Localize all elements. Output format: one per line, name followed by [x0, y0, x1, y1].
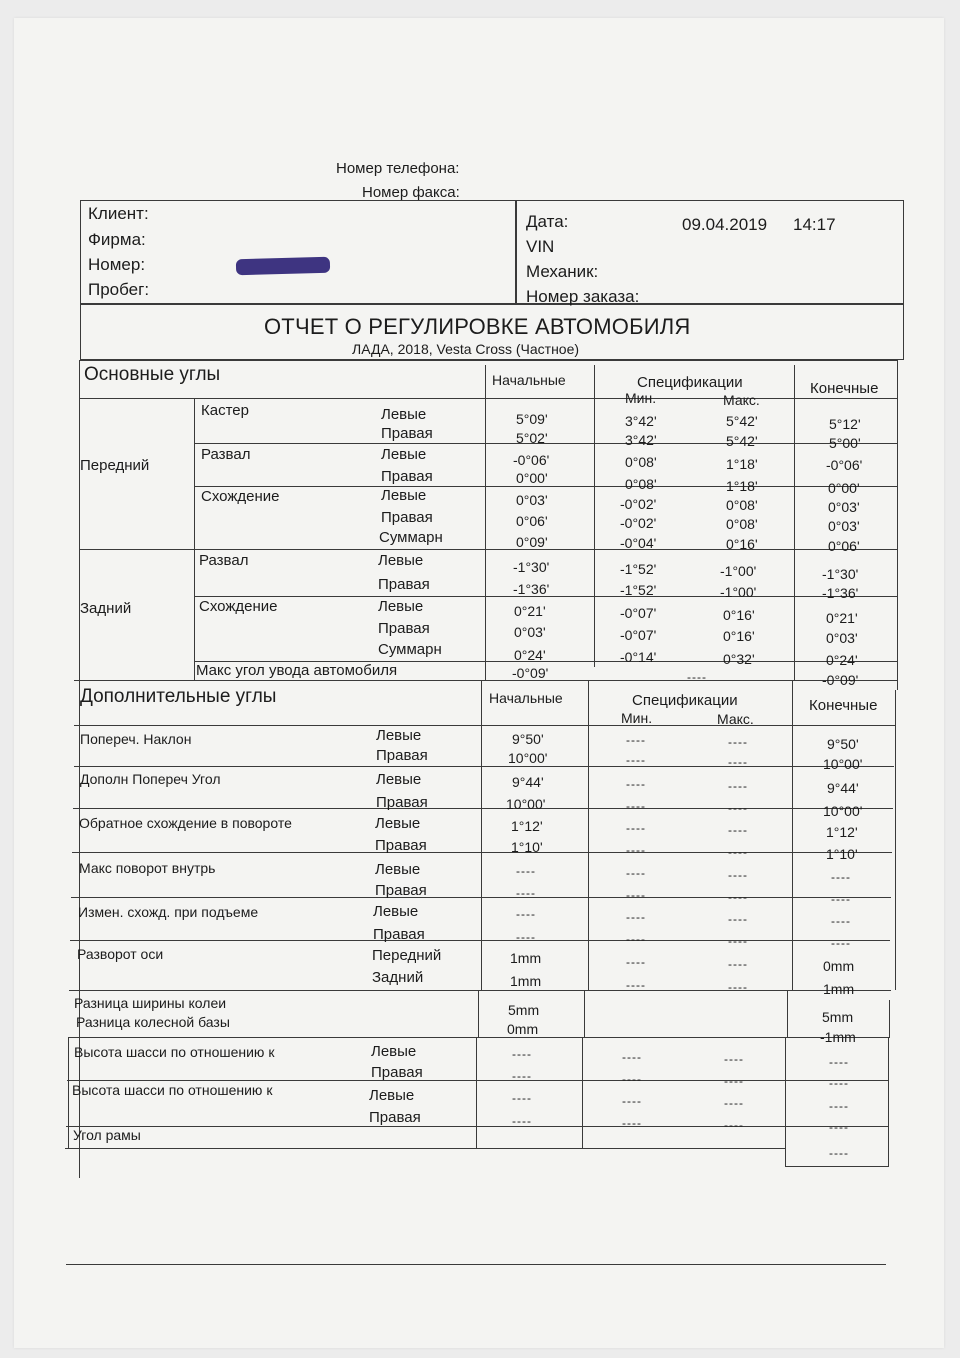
wheelbase-diff-label: Разница колесной базы [76, 1014, 230, 1030]
max-turn-initial-left: ---- [516, 864, 536, 878]
camber-front-final-right: 0°00' [828, 480, 860, 496]
wheelbase-diff-final: -1mm [820, 1029, 856, 1045]
included-final-left: 9°44' [827, 780, 859, 796]
setback-max-rear: ---- [728, 980, 748, 994]
col-initial-2: Начальные [489, 690, 563, 706]
ride-height-2-initial-left: ---- [512, 1091, 532, 1105]
col-spec-2: Спецификации [632, 692, 738, 709]
caster-min-right: 3°42' [625, 432, 657, 448]
ride-height-1-left: Левые [371, 1043, 417, 1060]
camber-front-initial-left: -0°06' [513, 452, 550, 468]
toe-out-max-left: ---- [728, 823, 748, 837]
wheelbase-diff-initial: 0mm [507, 1021, 539, 1037]
camber-rear-min-right: -1°52' [620, 582, 657, 598]
ride-height-2-min-left: ---- [622, 1094, 642, 1108]
mileage-label: Пробег: [88, 280, 150, 299]
toe-front-final-left: 0°03' [828, 499, 860, 515]
camber-rear-final-right: -1°36' [822, 585, 859, 601]
sai-min-left: ---- [626, 733, 646, 747]
ride-height-1-min-right: ---- [622, 1072, 642, 1086]
caster-initial-left: 5°09' [516, 411, 548, 427]
included-right: Правая [376, 794, 428, 811]
front-label: Передний [80, 457, 150, 474]
toe-front-total: Суммарн [379, 529, 443, 546]
toe-out-min-left: ---- [626, 821, 646, 835]
caster-left: Левые [381, 406, 427, 423]
camber-rear-left: Левые [378, 552, 424, 569]
toe-front-min-left: -0°02' [620, 496, 657, 512]
included-left: Левые [376, 771, 422, 788]
toe-lift-max-right: ---- [728, 934, 748, 948]
toe-front-initial-right: 0°06' [516, 513, 548, 529]
camber-rear-right: Правая [378, 576, 430, 593]
camber-front-label: Развал [201, 446, 251, 463]
toe-rear-initial-total: 0°24' [514, 647, 546, 663]
toe-front-max-total: 0°16' [726, 536, 758, 552]
toe-rear-final-left: 0°21' [826, 610, 858, 626]
caster-label: Кастер [201, 402, 249, 419]
number-label: Номер: [88, 255, 146, 274]
ride-height-2-min-right: ---- [622, 1116, 642, 1130]
col-max: Макс. [723, 392, 760, 408]
toe-front-left: Левые [381, 487, 427, 504]
order-label: Номер заказа: [526, 287, 640, 306]
toe-rear-left: Левые [378, 598, 424, 615]
sai-max-right: ---- [728, 755, 748, 769]
ride-height-2-left: Левые [369, 1087, 415, 1104]
toe-rear-max-total: 0°32' [723, 651, 755, 667]
toe-out-max-right: ---- [728, 845, 748, 859]
ride-height-1-initial-left: ---- [512, 1047, 532, 1061]
toe-rear-label: Схождение [199, 598, 278, 615]
table-right-border [897, 360, 898, 690]
camber-front-initial-right: 0°00' [516, 470, 548, 486]
setback-min-rear: ---- [626, 978, 646, 992]
max-turn-final-left: ---- [831, 870, 851, 884]
camber-rear-min-left: -1°52' [620, 561, 657, 577]
toe-front-min-right: -0°02' [620, 515, 657, 531]
toe-lift-initial-left: ---- [516, 907, 536, 921]
sai-initial-right: 10°00' [508, 750, 548, 766]
sai-label: Попереч. Наклон [80, 731, 192, 747]
track-diff-final: 5mm [822, 1009, 854, 1025]
toe-lift-right: Правая [373, 926, 425, 943]
ride-height-2-label: Высота шасси по отношению к [72, 1082, 273, 1098]
toe-out-final-left: 1°12' [826, 824, 858, 840]
camber-front-min-right: 0°08' [625, 476, 657, 492]
col-max-2: Макс. [717, 711, 754, 727]
ride-height-2-max-right: ---- [724, 1118, 744, 1132]
date-label: Дата: [526, 212, 569, 231]
toe-lift-label: Измен. схожд. при подъеме [78, 904, 259, 920]
toe-out-initial-right: 1°10' [511, 839, 543, 855]
redaction-mark [236, 257, 330, 275]
toe-rear-max-left: 0°16' [723, 607, 755, 623]
thrust-label: Макс угол увода автомобиля [196, 662, 398, 679]
included-initial-left: 9°44' [512, 774, 544, 790]
frame-angle-label: Угол рамы [73, 1127, 141, 1143]
toe-lift-left: Левые [373, 903, 419, 920]
toe-front-final-right: 0°03' [828, 518, 860, 534]
toe-rear-min-left: -0°07' [620, 605, 657, 621]
included-min-right: ---- [626, 799, 646, 813]
max-turn-label: Макс поворот внутрь [79, 860, 216, 876]
caster-min-left: 3°42' [625, 413, 657, 429]
toe-front-label: Схождение [201, 488, 280, 505]
ride-height-2-max-left: ---- [724, 1096, 744, 1110]
toe-out-final-right: 1°10' [826, 846, 858, 862]
toe-lift-final-left: ---- [831, 914, 851, 928]
camber-front-right: Правая [381, 468, 433, 485]
toe-lift-min-right: ---- [626, 932, 646, 946]
frame-angle-final: ---- [829, 1146, 849, 1160]
camber-rear-final-left: -1°30' [822, 566, 859, 582]
max-turn-right: Правая [375, 882, 427, 899]
setback-max-front: ---- [728, 957, 748, 971]
included-label: Дополн Попереч Угол [80, 771, 221, 787]
mechanic-label: Механик: [526, 262, 599, 281]
ride-height-1-label: Высота шасси по отношению к [74, 1044, 275, 1060]
caster-initial-right: 5°02' [516, 430, 548, 446]
toe-rear-right: Правая [378, 620, 430, 637]
toe-rear-final-right: 0°03' [826, 630, 858, 646]
ride-height-1-initial-right: ---- [512, 1069, 532, 1083]
toe-front-final-total: 0°06' [828, 538, 860, 554]
col-final: Конечные [810, 380, 879, 397]
caster-max-left: 5°42' [726, 413, 758, 429]
track-diff-label: Разница ширины колеи [74, 995, 227, 1011]
ride-height-1-max-left: ---- [724, 1052, 744, 1066]
time-value: 14:17 [793, 215, 836, 234]
phone-label: Номер телефона: [336, 160, 460, 177]
col-spec: Спецификации [637, 374, 743, 391]
max-turn-max-left: ---- [728, 868, 748, 882]
toe-lift-min-left: ---- [626, 910, 646, 924]
toe-front-initial-total: 0°09' [516, 534, 548, 550]
toe-lift-initial-right: ---- [516, 930, 536, 944]
camber-front-max-right: 1°18' [726, 478, 758, 494]
report-title: ОТЧЕТ О РЕГУЛИРОВКЕ АВТОМОБИЛЯ [264, 314, 691, 339]
camber-rear-initial-left: -1°30' [513, 559, 550, 575]
col-final-2: Конечные [809, 697, 878, 714]
sai-initial-left: 9°50' [512, 731, 544, 747]
toe-rear-total: Суммарн [378, 641, 442, 658]
toe-out-min-right: ---- [626, 843, 646, 857]
toe-rear-min-total: -0°14' [620, 649, 657, 665]
setback-min-front: ---- [626, 955, 646, 969]
camber-front-min-left: 0°08' [625, 454, 657, 470]
toe-front-initial-left: 0°03' [516, 492, 548, 508]
max-turn-initial-right: ---- [516, 886, 536, 900]
toe-out-label: Обратное схождение в повороте [79, 815, 292, 831]
sai-final-left: 9°50' [827, 736, 859, 752]
setback-initial-rear: 1mm [510, 973, 542, 989]
setback-rear: Задний [372, 969, 424, 986]
toe-out-initial-left: 1°12' [511, 818, 543, 834]
sai-min-right: ---- [626, 753, 646, 767]
col-initial: Начальные [492, 372, 566, 388]
camber-rear-max-right: -1°00' [720, 584, 757, 600]
fax-label: Номер факса: [362, 184, 460, 201]
camber-rear-initial-right: -1°36' [513, 581, 550, 597]
camber-rear-label: Развал [199, 552, 249, 569]
toe-rear-max-right: 0°16' [723, 628, 755, 644]
client-label: Клиент: [88, 204, 149, 223]
rear-label: Задний [80, 600, 132, 617]
thrust-spec: ---- [687, 670, 707, 684]
toe-rear-initial-left: 0°21' [514, 603, 546, 619]
toe-rear-initial-right: 0°03' [514, 624, 546, 640]
toe-out-left: Левые [375, 815, 421, 832]
toe-rear-min-right: -0°07' [620, 627, 657, 643]
setback-final-front: 0mm [823, 958, 855, 974]
ride-height-2-final-right: ---- [829, 1120, 849, 1134]
max-turn-max-right: ---- [728, 890, 748, 904]
camber-front-final-left: -0°06' [826, 457, 863, 473]
additional-angles-heading: Дополнительные углы [80, 686, 277, 707]
main-angles-heading: Основные углы [84, 364, 221, 385]
vehicle-info: ЛАДА, 2018, Vesta Cross (Частное) [352, 341, 580, 357]
caster-max-right: 5°42' [726, 433, 758, 449]
ride-height-1-min-left: ---- [622, 1050, 642, 1064]
toe-lift-max-left: ---- [728, 912, 748, 926]
setback-initial-front: 1mm [510, 950, 542, 966]
signature-line [66, 1264, 886, 1265]
ride-height-2-initial-right: ---- [512, 1114, 532, 1128]
included-max-right: ---- [728, 801, 748, 815]
caster-final-right: 5°00' [829, 435, 861, 451]
track-diff-initial: 5mm [508, 1002, 540, 1018]
col-min-2: Мин. [621, 710, 653, 726]
camber-front-max-left: 1°18' [726, 456, 758, 472]
max-turn-left: Левые [375, 861, 421, 878]
thrust-initial: -0°09' [512, 665, 549, 681]
toe-rear-final-total: 0°24' [826, 652, 858, 668]
max-turn-min-right: ---- [626, 888, 646, 902]
ride-height-1-final-left: ---- [829, 1055, 849, 1069]
toe-front-right: Правая [381, 509, 433, 526]
ride-height-1-right: Правая [371, 1064, 423, 1081]
toe-out-right: Правая [375, 837, 427, 854]
included-initial-right: 10°00' [506, 796, 546, 812]
caster-final-left: 5°12' [829, 416, 861, 432]
setback-front: Передний [372, 947, 442, 964]
vin-label: VIN [526, 237, 555, 256]
ride-height-2-final-left: ---- [829, 1099, 849, 1113]
sai-max-left: ---- [728, 735, 748, 749]
camber-rear-max-left: -1°00' [720, 563, 757, 579]
firm-label: Фирма: [88, 230, 146, 249]
included-max-left: ---- [728, 779, 748, 793]
setback-label: Разворот оси [77, 946, 164, 962]
included-min-left: ---- [626, 777, 646, 791]
ride-height-2-right: Правая [369, 1109, 421, 1126]
ride-height-1-max-right: ---- [724, 1074, 744, 1088]
included-final-right: 10°00' [823, 803, 863, 819]
toe-front-max-left: 0°08' [726, 497, 758, 513]
setback-final-rear: 1mm [823, 981, 855, 997]
toe-front-min-total: -0°04' [620, 535, 657, 551]
max-turn-final-right: ---- [831, 892, 851, 906]
sai-right: Правая [376, 747, 428, 764]
max-turn-min-left: ---- [626, 866, 646, 880]
sai-final-right: 10°00' [823, 756, 863, 772]
camber-front-left: Левые [381, 446, 427, 463]
ride-height-1-final-right: ---- [829, 1076, 849, 1090]
toe-front-max-right: 0°08' [726, 516, 758, 532]
col-min: Мин. [625, 390, 657, 406]
caster-right: Правая [381, 425, 433, 442]
date-value: 09.04.2019 [682, 215, 768, 234]
toe-lift-final-right: ---- [831, 936, 851, 950]
thrust-final: -0°09' [822, 672, 859, 688]
sai-left: Левые [376, 727, 422, 744]
